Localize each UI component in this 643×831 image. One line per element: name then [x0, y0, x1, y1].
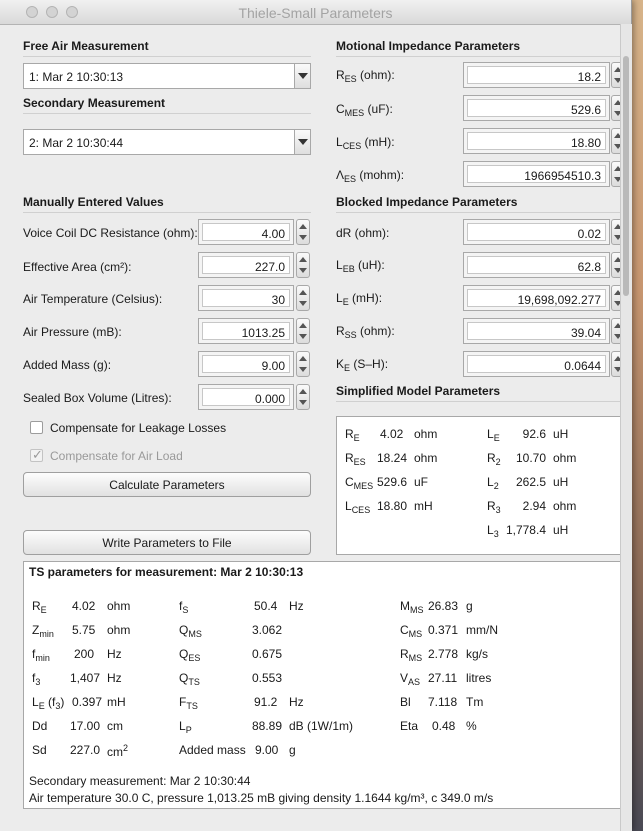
- result-label: $M_{MS}$: [400, 599, 424, 615]
- res-field[interactable]: 18.2: [463, 62, 610, 88]
- air-pressure-stepper[interactable]: [296, 318, 310, 344]
- simplified-unit: uH: [553, 523, 569, 537]
- result-unit: g: [289, 743, 296, 757]
- air-pressure-field[interactable]: 1013.25: [198, 318, 294, 344]
- effective-area-field[interactable]: 227.0: [198, 252, 294, 278]
- sealed-box-stepper[interactable]: [296, 384, 310, 410]
- lambda-es-label: $\Lambda_{ES}$ (mohm):: [336, 168, 405, 184]
- result-unit: Hz: [107, 671, 122, 685]
- secondary-select[interactable]: [23, 129, 311, 155]
- result-label: $R_{MS}$: [400, 647, 423, 663]
- secondary-heading: Secondary Measurement: [23, 96, 166, 110]
- simplified-value: 18.80: [377, 499, 408, 513]
- divider: [336, 401, 624, 402]
- divider: [336, 56, 624, 57]
- result-label: $R_E$: [32, 599, 47, 615]
- simplified-panel: [336, 416, 625, 555]
- checkmark-icon: ✓: [32, 447, 43, 462]
- cmes-field[interactable]: 529.6: [463, 95, 610, 121]
- result-value: 91.2: [254, 695, 278, 709]
- simplified-value: 529.6: [377, 475, 408, 489]
- manual-heading: Manually Entered Values: [23, 195, 164, 209]
- simplified-value: 10.70: [515, 451, 546, 465]
- result-label: Eta: [400, 719, 419, 733]
- simplified-unit: uH: [553, 475, 569, 489]
- motional-heading: Motional Impedance Parameters: [336, 39, 521, 53]
- result-label: $Z_{min}$: [32, 623, 54, 639]
- effective-area-stepper[interactable]: [296, 252, 310, 278]
- sealed-box-field[interactable]: 0.000: [198, 384, 294, 410]
- ke-field[interactable]: 0.0644: [463, 351, 610, 377]
- divider: [336, 212, 624, 213]
- vc-resistance-label: Voice Coil DC Resistance (ohm):: [23, 226, 198, 240]
- simplified-unit: mH: [414, 499, 433, 513]
- result-unit: Hz: [289, 695, 304, 709]
- result-value: 4.02: [72, 599, 96, 613]
- result-label: Added mass: [179, 743, 246, 757]
- ke-label: $K_E$ (S–H):: [336, 357, 389, 373]
- simplified-unit: ohm: [414, 427, 438, 441]
- chevron-down-icon[interactable]: [294, 130, 310, 154]
- lambda-es-field[interactable]: 1966954510.3: [463, 161, 610, 187]
- divider: [23, 113, 311, 114]
- airload-checkbox[interactable]: [30, 449, 43, 462]
- result-value: 9.00: [255, 743, 279, 757]
- simplified-unit: ohm: [414, 451, 438, 465]
- added-mass-field[interactable]: 9.00: [198, 351, 294, 377]
- result-label: $F_{TS}$: [179, 695, 198, 711]
- simplified-value: 2.94: [522, 499, 546, 513]
- divider: [23, 56, 311, 57]
- result-label: $f_{min}$: [32, 647, 50, 663]
- free-air-select-value: 1: Mar 2 10:30:13: [29, 70, 124, 84]
- result-label: $L_P$: [179, 719, 192, 735]
- results-panel: [23, 561, 625, 809]
- result-unit: $cm^2$: [107, 743, 129, 759]
- result-unit: kg/s: [466, 647, 489, 661]
- secondary-measurement-line: Secondary measurement: Mar 2 10:30:44: [29, 774, 251, 788]
- result-unit: Hz: [107, 647, 122, 661]
- air-conditions-line: Air temperature 30.0 C, pressure 1,013.25 mB giving density 1.1644 kg/m³, c 349.0 m/s: [29, 791, 494, 805]
- simplified-label: $R_E$: [345, 427, 360, 443]
- result-value: 5.75: [72, 623, 96, 637]
- simplified-unit: uF: [414, 475, 429, 489]
- result-value: 27.11: [428, 671, 458, 685]
- result-label: $f_S$: [179, 599, 189, 615]
- result-value: 200: [74, 647, 95, 661]
- result-value: 50.4: [254, 599, 278, 613]
- result-value: 0.675: [252, 647, 283, 661]
- simplified-heading: Simplified Model Parameters: [336, 384, 501, 398]
- result-value: 0.397: [72, 695, 103, 709]
- result-value: 0.371: [428, 623, 459, 637]
- simplified-label: $L_E$: [487, 427, 500, 443]
- lces-field[interactable]: 18.80: [463, 128, 610, 154]
- result-value: 17.00: [70, 719, 101, 733]
- result-label: Bl: [400, 695, 411, 709]
- dr-field[interactable]: 0.02: [463, 219, 610, 245]
- simplified-unit: ohm: [553, 451, 577, 465]
- leakage-label: Compensate for Leakage Losses: [50, 421, 227, 435]
- effective-area-label: Effective Area (cm²):: [23, 260, 132, 274]
- result-value: 227.0: [70, 743, 101, 757]
- air-temperature-stepper[interactable]: [296, 285, 310, 311]
- calculate-button[interactable]: Calculate Parameters: [23, 472, 311, 497]
- lces-label: $L_{CES}$ (mH):: [336, 135, 395, 151]
- result-unit: Tm: [466, 695, 484, 709]
- simplified-unit: ohm: [553, 499, 577, 513]
- result-unit: ohm: [107, 599, 131, 613]
- result-label: $Q_{ES}$: [179, 647, 201, 663]
- simplified-unit: uH: [553, 427, 569, 441]
- result-unit: ohm: [107, 623, 131, 637]
- leb-field[interactable]: 62.8: [463, 252, 610, 278]
- res-label: $R_{ES}$ (ohm):: [336, 68, 395, 84]
- results-title: TS parameters for measurement: Mar 2 10:30:13: [29, 565, 304, 579]
- leb-label: $L_{EB}$ (uH):: [336, 258, 385, 274]
- result-value: 88.89: [252, 719, 283, 733]
- result-label: Dd: [32, 719, 48, 733]
- rss-label: $R_{SS}$ (ohm):: [336, 324, 395, 340]
- vc-resistance-field[interactable]: 4.00: [198, 219, 294, 245]
- dr-label: dR (ohm):: [336, 226, 390, 240]
- result-label: $f_3$: [32, 671, 41, 687]
- blocked-heading: Blocked Impedance Parameters: [336, 195, 518, 209]
- le-field[interactable]: 19,698,092.277: [463, 285, 610, 311]
- result-unit: mm/N: [466, 623, 498, 637]
- title-bar: [0, 0, 631, 25]
- result-label: $Q_{MS}$: [179, 623, 202, 639]
- result-unit: cm: [107, 719, 123, 733]
- result-value: 0.553: [252, 671, 283, 685]
- sealed-box-label: Sealed Box Volume (Litres):: [23, 391, 172, 405]
- leakage-checkbox[interactable]: [30, 421, 43, 434]
- result-value: 26.83: [428, 599, 459, 613]
- free-air-select[interactable]: [23, 63, 311, 89]
- simplified-value: 1,778.4: [505, 523, 546, 537]
- simplified-label: $L_3$: [487, 523, 499, 539]
- airload-label: Compensate for Air Load: [50, 449, 183, 463]
- simplified-label: $L_{CES}$: [345, 499, 371, 515]
- result-label: Sd: [32, 743, 47, 757]
- result-unit: mH: [107, 695, 126, 709]
- scrollbar-thumb[interactable]: [623, 56, 629, 296]
- simplified-label: $R_3$: [487, 499, 501, 515]
- write-file-button[interactable]: Write Parameters to File: [23, 530, 311, 555]
- result-unit: Hz: [289, 599, 304, 613]
- result-unit: g: [466, 599, 473, 613]
- vc-resistance-stepper[interactable]: [296, 219, 310, 245]
- air-temperature-field[interactable]: 30: [198, 285, 294, 311]
- le-label: $L_E$ (mH):: [336, 291, 383, 307]
- result-label: $Q_{TS}$: [179, 671, 200, 687]
- divider: [23, 212, 311, 213]
- result-value: 3.062: [252, 623, 283, 637]
- result-value: 2.778: [428, 647, 459, 661]
- air-temperature-label: Air Temperature (Celsius):: [23, 292, 163, 306]
- result-value: 7.118: [428, 695, 458, 709]
- result-label: $C_{MS}$: [400, 623, 423, 639]
- result-value: 1,407: [70, 671, 101, 685]
- simplified-label: $R_2$: [487, 451, 501, 467]
- simplified-value: 18.24: [377, 451, 408, 465]
- result-value: 0.48: [432, 719, 456, 733]
- vertical-scrollbar[interactable]: [620, 24, 632, 831]
- simplified-value: 262.5: [515, 475, 546, 489]
- secondary-select-value: 2: Mar 2 10:30:44: [29, 136, 124, 150]
- result-label: $V_{AS}$: [400, 671, 421, 687]
- result-label: $L_E$ $(f_3)$: [32, 695, 65, 711]
- free-air-heading: Free Air Measurement: [23, 39, 149, 53]
- simplified-value: 4.02: [380, 427, 404, 441]
- result-unit: dB (1W/1m): [289, 719, 354, 733]
- air-pressure-label: Air Pressure (mB):: [23, 325, 122, 339]
- added-mass-stepper[interactable]: [296, 351, 310, 377]
- cmes-label: $C_{MES}$ (uF):: [336, 102, 393, 118]
- result-unit: %: [466, 719, 477, 733]
- window-title: Thiele-Small Parameters: [238, 5, 393, 21]
- simplified-value: 92.6: [522, 427, 546, 441]
- simplified-label: $R_{ES}$: [345, 451, 366, 467]
- simplified-label: $C_{MES}$: [345, 475, 374, 491]
- added-mass-label: Added Mass (g):: [23, 358, 112, 372]
- rss-field[interactable]: 39.04: [463, 318, 610, 344]
- chevron-down-icon[interactable]: [294, 64, 310, 88]
- result-unit: litres: [466, 671, 492, 685]
- simplified-label: $L_2$: [487, 475, 499, 491]
